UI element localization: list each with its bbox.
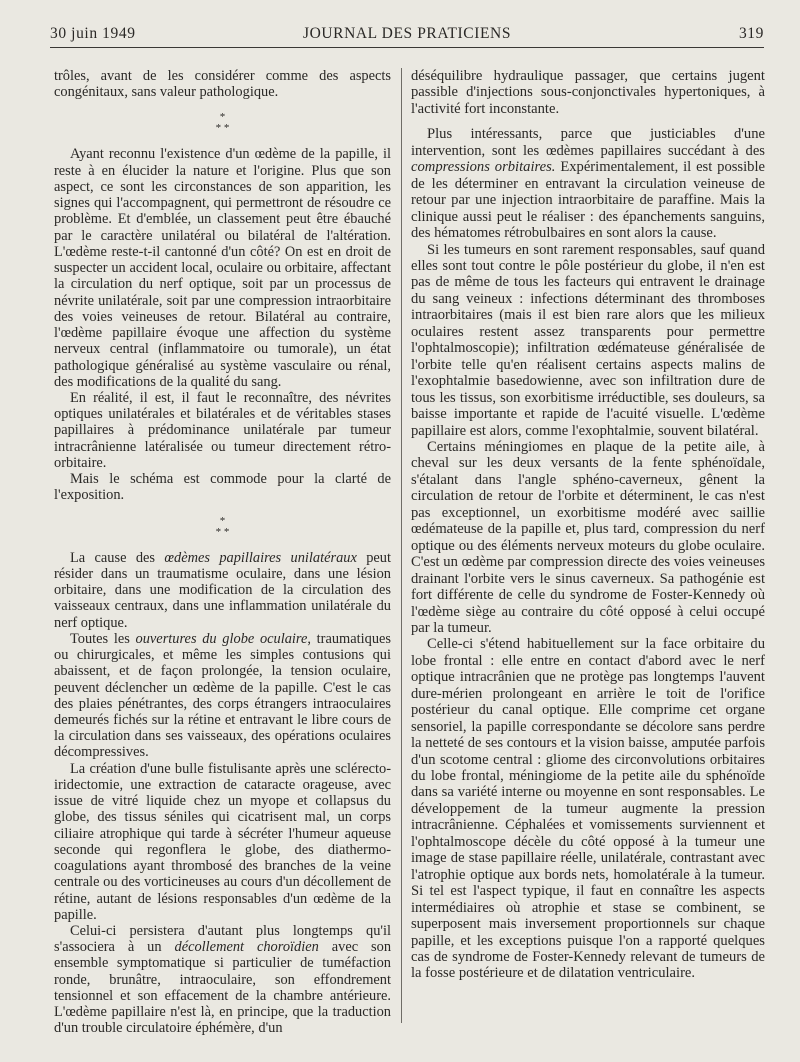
text-run: Expérimentalement, il est possible de les déterminer en entravant la circulation veineuse de retour par une injection intraorbitaire de paraffine. Mais la clinique aussi peut le réaliser : des épanchements sanguins, des hématomes rétrobulbaires en sont alors la cause.	[411, 159, 765, 242]
text-run: Celui-ci persistera d'autant plus longtemps qu'il s'associera à un	[54, 923, 391, 956]
separator-star: *	[219, 514, 226, 527]
journal-title: JOURNAL DES PRATICIENS	[302, 25, 512, 42]
emphasis-text: œdèmes papillaires unilatéraux	[164, 549, 357, 566]
paragraph: La création d'une bulle fistulisante après une sclérecto-iridectomie, une extraction de cataracte orageuse, avec issue de vitré liquide chez un myope et collapsus du globe, des tissus séniles qui cicatrisent mal, un corps ciliaire atrophique qui tarde à sécréter l'humeur aqueuse seconde qui regonflera le globe, des diathermo-coagulations ayant thrombosé des branches de la veine centrale ou des vorticineuses au cours d'un décollement de rétine, autant de lésions responsables d'un œdème de la papille.	[54, 760, 391, 923]
paragraph: Certains méningiomes en plaque de la petite aile, à cheval sur les deux versants de la fente sphénoïdale, s'étalant dans l'angle sphéno-caverneux, gênent la circulation de retour de l'orbite et déterminent, le cas n'est pas exceptionnel, un exorbitisme modéré avec saillie œdémateuse de la papille et, plus tard, compression du nerf optique ou des éléments nerveux moteurs du globe oculaire. C'est un œdème par compression directe des voies veineuses drainant l'orbite vers le sinus caverneux. Sa pathogénie est fort différente de celle du syndrome de Foster-Kennedy où l'œdème siège au contraire du côté opposé à celui occupé par la tumeur.	[411, 438, 765, 636]
paragraph: trôles, avant de les considérer comme des aspects congénitaux, sans valeur pathologique.	[54, 68, 391, 101]
paragraph	[54, 550, 391, 631]
paragraph	[54, 923, 391, 1037]
paragraph: Mais le schéma est commode pour la clarté de l'exposition.	[54, 471, 391, 504]
text-run: La cause des	[70, 549, 165, 566]
paragraph: déséquilibre hydraulique passager, que certains jugent passible d'injections sous-conjonctivales hypertoniques, à l'activité fort inconstante.	[411, 68, 765, 117]
emphasis-text: ouvertures du globe oculaire	[135, 630, 308, 647]
paragraph: Si les tumeurs en sont rarement responsables, sauf quand elles sont tout contre le pôle postérieur du globe, il n'en est pas de même de tous les facteurs qui entravent le drainage du sang veineux : infections déterminant des thromboses intraorbitaires (mais il est bien rare alors que les milieux oculaires restent assez transparents pour permettre l'ophtalmoscopie); infiltration œdémateuse généralisée de l'orbite telle qu'en réalisent certains aspects malins de l'exophtalmie basedowienne, avec son infiltration dure de tous les tissus, son exorbitisme irréductible, ses douleurs, sa baisse importante et rapide de l'acuité visuelle. L'œdème papillaire est alors, comme l'exophtalmie, souvent bilatéral.	[411, 241, 765, 439]
text-run: peut résider dans un traumatisme oculaire, dans une lésion orbitaire, dans une modification de la circulation des vaisseaux centraux, dans une inflammation unilatérale du nerf optique.	[54, 549, 391, 631]
separator-star: *	[219, 111, 226, 124]
paragraph	[411, 126, 765, 241]
text-run: avec son ensemble symptomatique si particulier de tuméfaction ronde, brunâtre, intraoculaire, son effondrement tensionnel et son effacement de la chambre antérieure. L'œdème papillaire n'est là, en principe, que la traduction d'un trouble circulatoire éphémère, d'un	[54, 939, 392, 1037]
text-run: Toutes les	[70, 630, 136, 647]
left-column	[54, 68, 391, 1037]
right-column	[411, 68, 765, 982]
text-run: , traumatiques ou chirurgicales, et même les simples contusions qui abaissent, et de façon prolongée, la tension oculaire, peuvent déclencher un œdème de la papille. C'est le cas des plaies pénétrantes, des corps étrangers intraoculaires demeurés fichés sur la rétine et entravant le libre cours de la circulation dans ses vaisseaux, des opérations oculaires décompressives.	[54, 630, 392, 761]
paragraph: Celle-ci s'étend habituellement sur la face orbitaire du lobe frontal : elle entre en contact d'abord avec le nerf optique intracrânien que ne protège pas longtemps l'auvent dure-mérien prolongeant en arrière le toit de l'orifice postérieur du canal optique. Elle comprime cet organe sensoriel, la papille correspondante se décolore sans perdre la netteté de ses contours et la vision baisse, amputée parfois d'un scotome central : gliome des circonvolutions orbitaires du lobe frontal, méningiome de la petite aile du sphénoïde dans sa variété interne ou moyenne en sont responsables. Le développement de la tumeur augmente la pression intracrânienne. Céphalées et vomissements surviennent et l'ophtalmoscope décèle du côté opposé à la tumeur une image de stase papillaire réelle, unilatérale, contrastant avec l'atrophie optique aux bords nets, homolatérale à la tumeur. Si tel est l'aspect typique, il faut en connaître les aspects intermédiaires où atrophie et stase se combinent, se superposent mais inversement proportionnels sur chaque papille, et les exceptions puisque l'on a rapporté quelques cas de syndrome de Foster-Kennedy relevant de tumeurs de la fosse postérieure et de dilatation ventriculaire.	[411, 636, 765, 982]
column-divider	[401, 68, 402, 1023]
text-run: Plus intéressants, parce que justiciables d'une intervention, sont les œdèmes papillaires succédant à des	[411, 126, 765, 159]
paragraph: En réalité, il est, il faut le reconnaître, des névrites optiques unilatérales et bilatérales et de véritables stases papillaires à prédominance unilatérale par tumeur intracrânienne latéralisée ou tumeur directement rétro-orbitaire.	[54, 389, 391, 471]
section-separator-stars	[54, 112, 391, 134]
header-date: 30 juin 1949	[50, 25, 136, 42]
paragraph: Ayant reconnu l'existence d'un œdème de la papille, il reste à en élucider la nature et l'origine. Plus que son aspect, ce sont les circonstances de son apparition, les signes qui l'accompagnent, qui permettront de résoudre ce problème. Et d'emblée, un classement peut être ébauché par le caractère unilatéral ou bilatéral de l'altération. L'œdème reste-t-il cantonné d'un côté? On est en droit de suspecter un accident local, oculaire ou orbitaire, affectant la circulation du nerf optique, soit par un processus de névrite unilatérale, soit par une compression intraorbitaire des voies veineuses de retour. Bilatéral au contraire, l'œdème papillaire évoque une affection du système nerveux central (inflammatoire ou tumorale), un état pathologique généralisé au système vasculaire ou rénal, des modifications de la qualité du sang.	[54, 146, 391, 390]
paragraph	[54, 631, 391, 761]
running-header	[50, 25, 764, 48]
emphasis-text: compressions orbitaires.	[411, 159, 556, 176]
section-separator-stars	[54, 516, 391, 538]
separator-stars: * *	[215, 122, 230, 135]
emphasis-text: décollement choroïdien	[174, 939, 319, 956]
separator-stars: * *	[215, 525, 230, 538]
page-number: 319	[738, 25, 764, 42]
